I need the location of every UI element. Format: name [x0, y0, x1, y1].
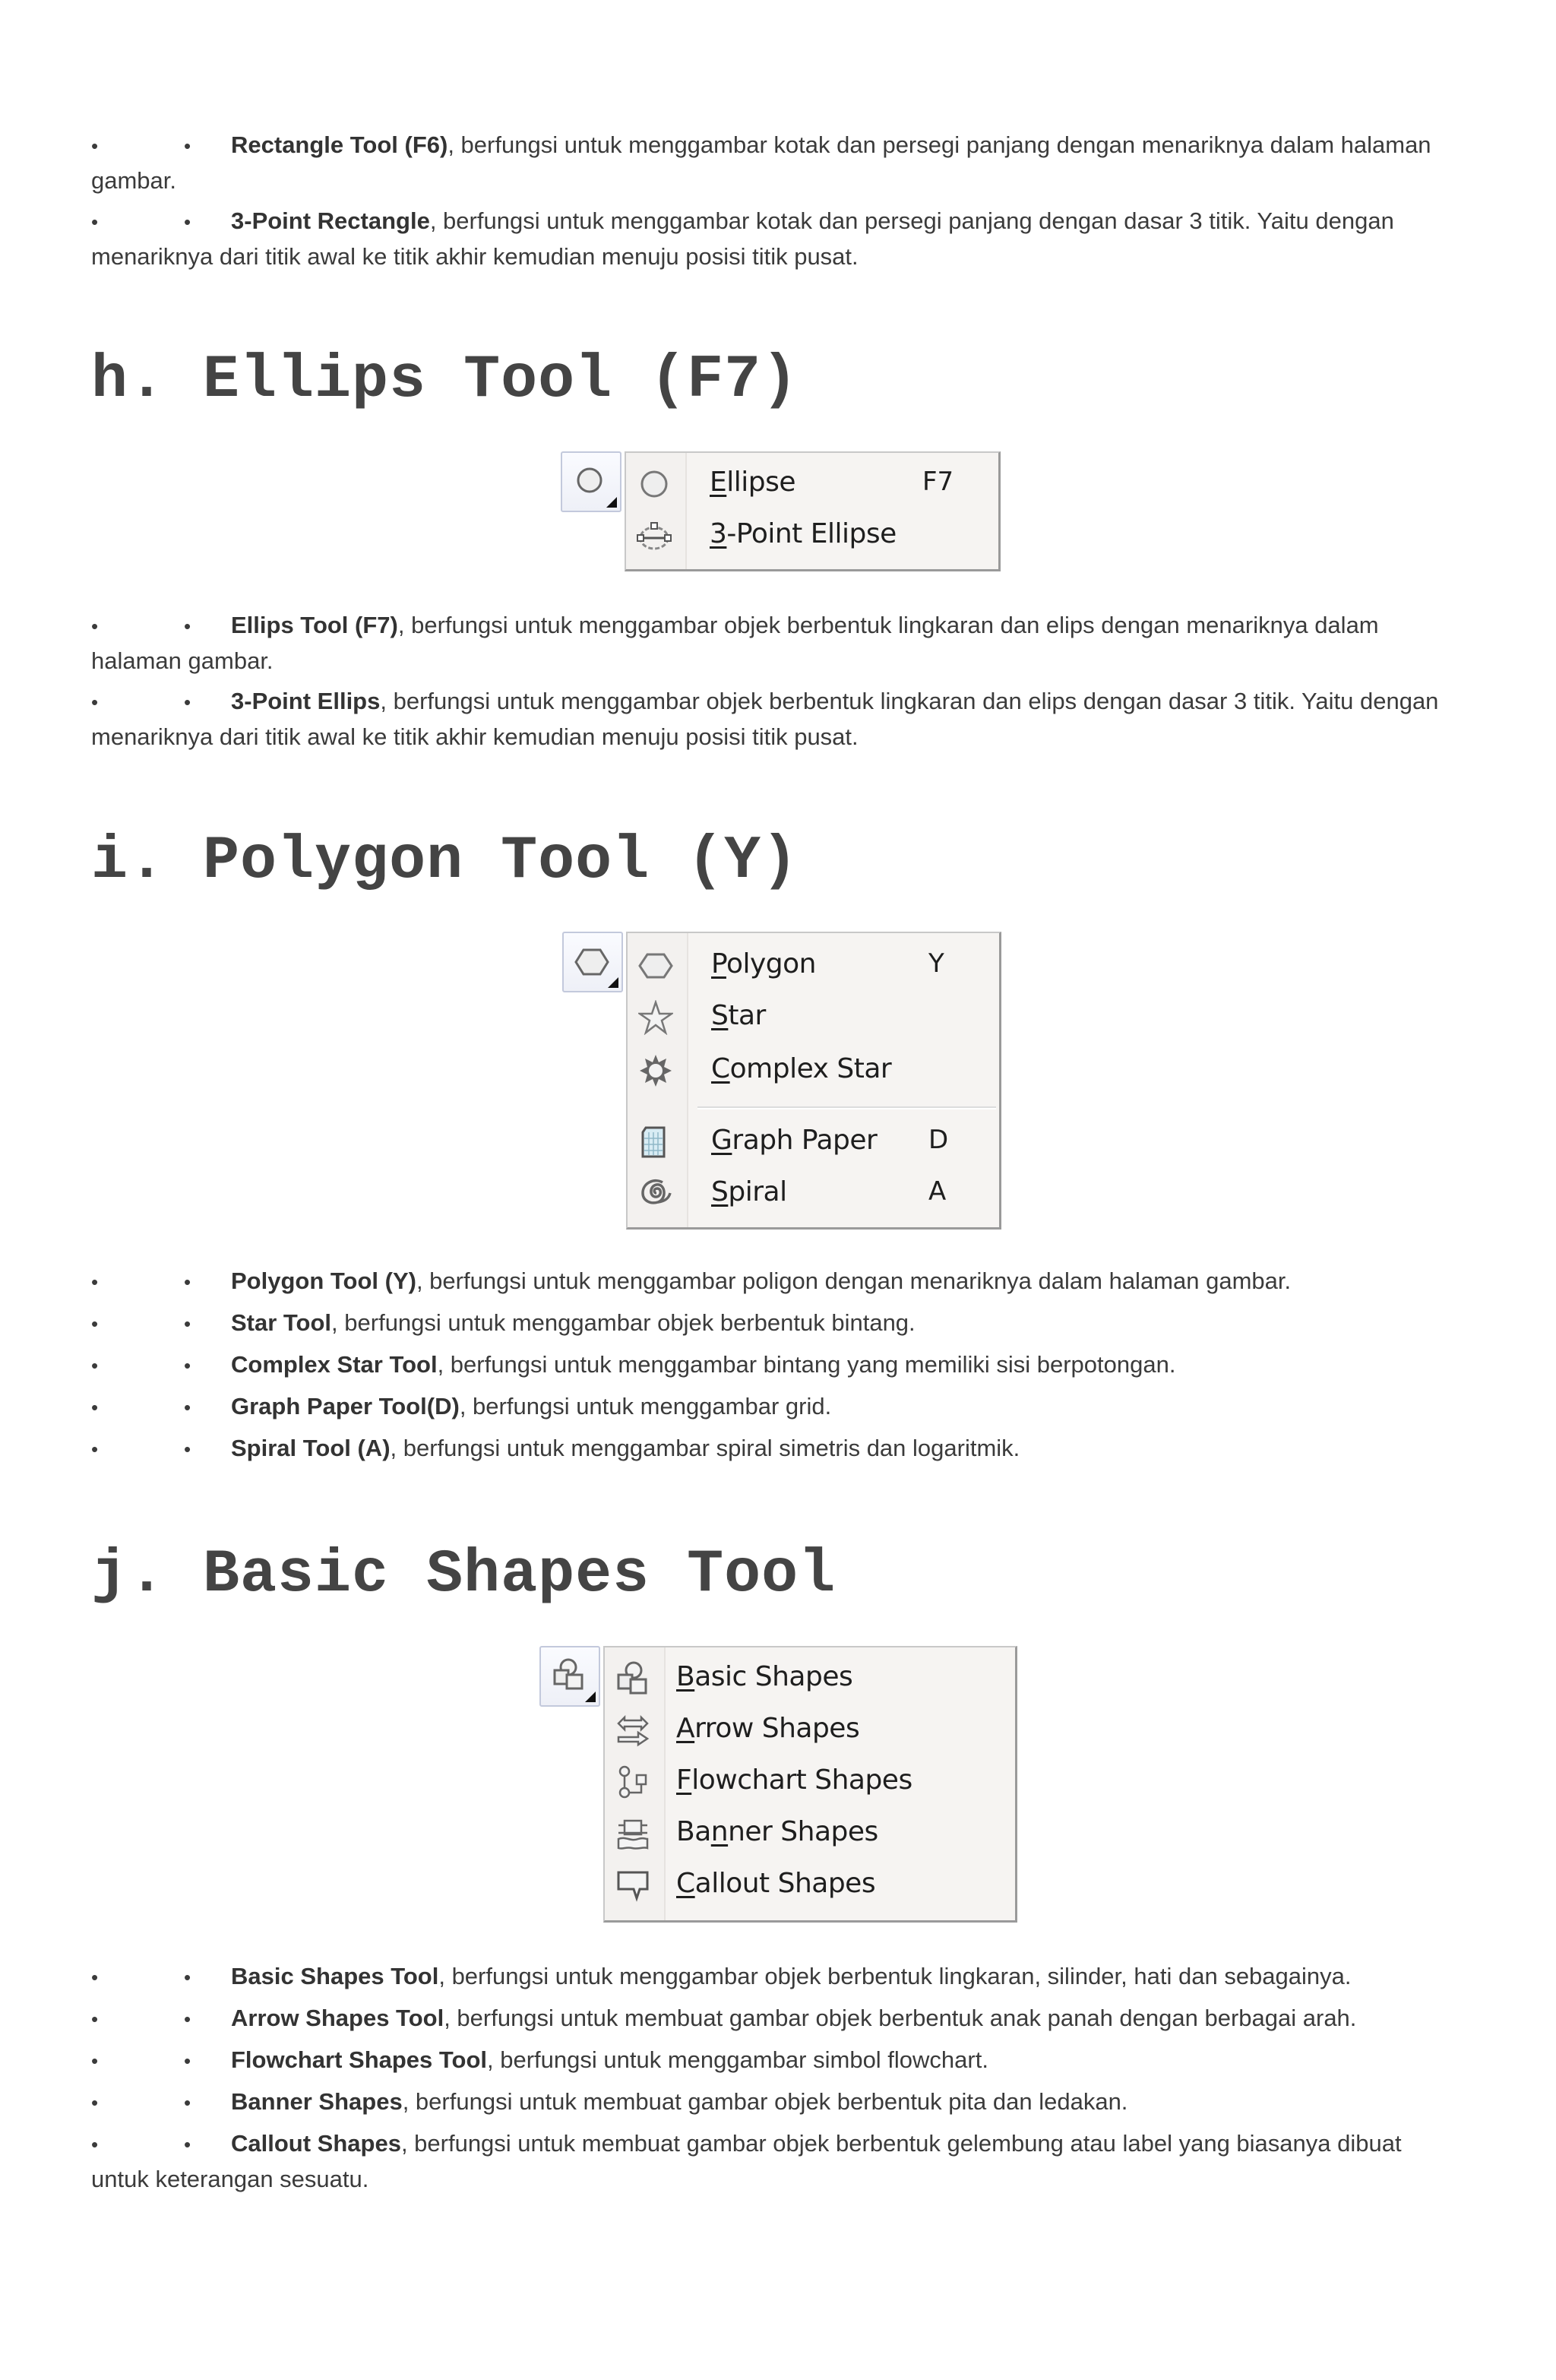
term: Arrow Shapes Tool	[231, 2005, 444, 2031]
menu-item-label: piral	[728, 1176, 787, 1207]
mnemonic: B	[676, 1661, 695, 1692]
list-item-spiral-tool	[91, 1431, 1459, 1467]
mnemonic: C	[676, 1868, 695, 1899]
bullet: •	[91, 210, 99, 233]
mnemonic: E	[710, 467, 727, 498]
list-item-polygon-tool	[91, 1264, 1459, 1299]
bullet: •	[184, 210, 191, 233]
menu-item-arrow-shapes[interactable]	[605, 1704, 1015, 1755]
shortcut-label: D	[928, 1125, 949, 1155]
menu-item-ellipse[interactable]	[626, 457, 998, 509]
graph-paper-icon	[638, 1125, 673, 1160]
menu-item-label: olygon	[726, 948, 816, 980]
mnemonic: P	[711, 948, 726, 980]
heading-polygon-tool: i. Polygon Tool (Y)	[91, 827, 799, 896]
list-item-callout-shapes	[91, 2126, 1459, 2197]
bullet: •	[184, 2091, 191, 2114]
bullet: •	[184, 691, 191, 714]
term: 3-Point Ellips	[231, 688, 381, 714]
list-item-banner-shapes	[91, 2084, 1459, 2120]
description: , berfungsi untuk menggambar kotak dan persegi panjang dengan menariknya dalam halaman gambar.	[91, 131, 1431, 194]
description: , berfungsi untuk menggambar kotak dan persegi panjang dengan dasar 3 titik. Yaitu dengan menariknya dari titik awal ke titik akhir kemudian menuju posisi titik pusat.	[91, 207, 1394, 270]
menu-item-label: lowchart Shapes	[691, 1764, 912, 1796]
term: Complex Star Tool	[231, 1351, 438, 1378]
complex-star-icon	[638, 1053, 673, 1088]
menu-item-complex-star[interactable]	[628, 1044, 999, 1096]
term: 3-Point Rectangle	[231, 207, 430, 234]
description: , berfungsi untuk menggambar objek berbentuk lingkaran dan elips dengan menariknya dalam halaman gambar.	[91, 612, 1379, 674]
mnemonic: G	[711, 1125, 732, 1156]
list-item-complex-star-tool	[91, 1347, 1459, 1383]
bullet: •	[184, 1966, 191, 1989]
bullet: •	[91, 1354, 99, 1377]
term: Callout Shapes	[231, 2130, 401, 2157]
bullet: •	[91, 2091, 99, 2114]
polygon-tool-button[interactable]	[562, 932, 623, 992]
basic-shapes-icon	[552, 1657, 587, 1692]
list-item-3point-rectangle	[91, 204, 1459, 274]
polygon-menu	[626, 932, 1001, 1230]
description: , berfungsi untuk menggambar simbol flowchart.	[487, 2046, 988, 2073]
flyout-corner-indicator	[606, 497, 617, 508]
shortcut-label: A	[928, 1176, 947, 1207]
menu-item-graph-paper[interactable]	[628, 1116, 999, 1167]
description: , berfungsi untuk menggambar spiral simetris dan logaritmik.	[390, 1435, 1020, 1461]
description: , berfungsi untuk membuat gambar objek berbentuk anak panah dengan berbagai arah.	[444, 2005, 1357, 2031]
menu-item-banner-shapes[interactable]	[605, 1807, 1015, 1859]
list-item-ellips-tool	[91, 608, 1459, 679]
bullet: •	[91, 135, 99, 157]
ellipse-icon	[574, 465, 606, 497]
bullet: •	[184, 1312, 191, 1335]
menu-item-label: -Point Ellipse	[726, 518, 897, 549]
description: , berfungsi untuk menggambar objek berbentuk bintang.	[331, 1309, 916, 1336]
menu-item-flowchart-shapes[interactable]	[605, 1755, 1015, 1807]
menu-item-label: raph Paper	[732, 1125, 878, 1156]
description: , berfungsi untuk menggambar objek berbentuk lingkaran dan elips dengan dasar 3 titik. Yaitu dengan menariknya dari titik awal ke titik akhir kemudian menuju posisi titik pusat.	[91, 688, 1439, 750]
heading-basic-shapes-tool: j. Basic Shapes Tool	[91, 1540, 837, 1609]
menu-item-label: rrow Shapes	[694, 1713, 860, 1744]
bullet: •	[91, 615, 99, 638]
bullet: •	[184, 2049, 191, 2072]
mnemonic: 3	[710, 518, 727, 549]
bullet: •	[91, 1312, 99, 1335]
mnemonic: n	[710, 1816, 729, 1847]
star-icon	[638, 1000, 673, 1035]
ellipse-menu	[625, 451, 1001, 571]
list-item-3point-ellips	[91, 684, 1459, 755]
term: Flowchart Shapes Tool	[231, 2046, 488, 2073]
shortcut-label: Y	[928, 948, 944, 979]
menu-item-callout-shapes[interactable]	[605, 1859, 1015, 1910]
list-item-arrow-shapes-tool	[91, 2001, 1459, 2037]
flyout-corner-indicator	[608, 977, 618, 988]
bullet: •	[91, 2049, 99, 2072]
bullet: •	[184, 615, 191, 638]
polygon-icon	[574, 947, 609, 977]
bullet: •	[91, 2133, 99, 2156]
menu-item-label: allout Shapes	[694, 1868, 876, 1899]
menu-item-label: llipse	[726, 467, 796, 498]
menu-item-polygon[interactable]	[628, 939, 999, 991]
bullet: •	[184, 2008, 191, 2030]
menu-item-spiral[interactable]	[628, 1167, 999, 1219]
term: Polygon Tool (Y)	[231, 1268, 416, 1294]
basic-shapes-menu	[603, 1646, 1017, 1923]
menu-item-label: tar	[728, 1000, 766, 1031]
bullet: •	[91, 2008, 99, 2030]
description: , berfungsi untuk menggambar objek berbentuk lingkaran, silinder, hati dan sebagainya.	[438, 1963, 1352, 1989]
description: , berfungsi untuk membuat gambar objek berbentuk pita dan ledakan.	[402, 2088, 1128, 2115]
term: Basic Shapes Tool	[231, 1963, 439, 1989]
term: Graph Paper Tool(D)	[231, 1393, 460, 1419]
description: , berfungsi untuk menggambar grid.	[459, 1393, 832, 1419]
bullet: •	[91, 1438, 99, 1461]
menu-item-star[interactable]	[628, 991, 999, 1043]
description: , berfungsi untuk menggambar poligon dengan menariknya dalam halaman gambar.	[416, 1268, 1292, 1294]
polygon-icon	[638, 948, 673, 983]
basic-shapes-tool-button[interactable]	[539, 1646, 600, 1707]
menu-item-3point-ellipse[interactable]	[626, 509, 998, 561]
bullet: •	[184, 2133, 191, 2156]
bullet: •	[91, 1271, 99, 1293]
three-point-ellipse-icon	[637, 518, 672, 553]
mnemonic: S	[711, 1176, 729, 1207]
mnemonic: A	[676, 1713, 695, 1744]
term: Star Tool	[231, 1309, 332, 1336]
bullet: •	[184, 1271, 191, 1293]
ellipse-icon	[637, 467, 672, 502]
description: , berfungsi untuk menggambar bintang yang memiliki sisi berpotongan.	[437, 1351, 1176, 1378]
mnemonic: F	[676, 1764, 692, 1796]
bullet: •	[184, 1396, 191, 1419]
description: , berfungsi untuk membuat gambar objek berbentuk gelembung atau label yang biasanya dibuat untuk keterangan sesuatu.	[91, 2130, 1402, 2192]
list-item-basic-shapes-tool	[91, 1959, 1459, 1995]
term: Ellips Tool (F7)	[231, 612, 398, 638]
banner-shapes-icon	[615, 1816, 650, 1851]
term: Banner Shapes	[231, 2088, 403, 2115]
bullet: •	[91, 1966, 99, 1989]
list-item-star-tool	[91, 1306, 1459, 1341]
spiral-icon	[638, 1176, 673, 1211]
arrow-shapes-icon	[615, 1713, 650, 1748]
mnemonic: C	[711, 1053, 730, 1084]
mnemonic: S	[711, 1000, 729, 1031]
flyout-corner-indicator	[585, 1692, 596, 1702]
ellipse-tool-button[interactable]	[561, 451, 621, 512]
bullet: •	[184, 1354, 191, 1377]
bullet: •	[91, 1396, 99, 1419]
menu-separator	[697, 1106, 996, 1109]
flowchart-shapes-icon	[615, 1764, 650, 1799]
menu-item-label: asic Shapes	[694, 1661, 853, 1692]
list-item-rectangle-tool	[91, 128, 1459, 198]
bullet: •	[91, 691, 99, 714]
bullet: •	[184, 135, 191, 157]
list-item-graph-paper-tool	[91, 1389, 1459, 1425]
callout-shapes-icon	[615, 1868, 650, 1903]
menu-item-label: omplex Star	[729, 1053, 892, 1084]
menu-item-basic-shapes[interactable]	[605, 1652, 1015, 1704]
list-item-flowchart-shapes-tool	[91, 2043, 1459, 2078]
basic-shapes-icon	[615, 1661, 650, 1696]
heading-ellipse-tool: h. Ellips Tool (F7)	[91, 346, 799, 415]
bullet: •	[184, 1438, 191, 1461]
term: Rectangle Tool (F6)	[231, 131, 448, 158]
shortcut-label: F7	[922, 467, 954, 497]
term: Spiral Tool (A)	[231, 1435, 391, 1461]
menu-item-label: ner Shapes	[728, 1816, 878, 1847]
menu-item-label-prefix: Ba	[676, 1816, 711, 1847]
